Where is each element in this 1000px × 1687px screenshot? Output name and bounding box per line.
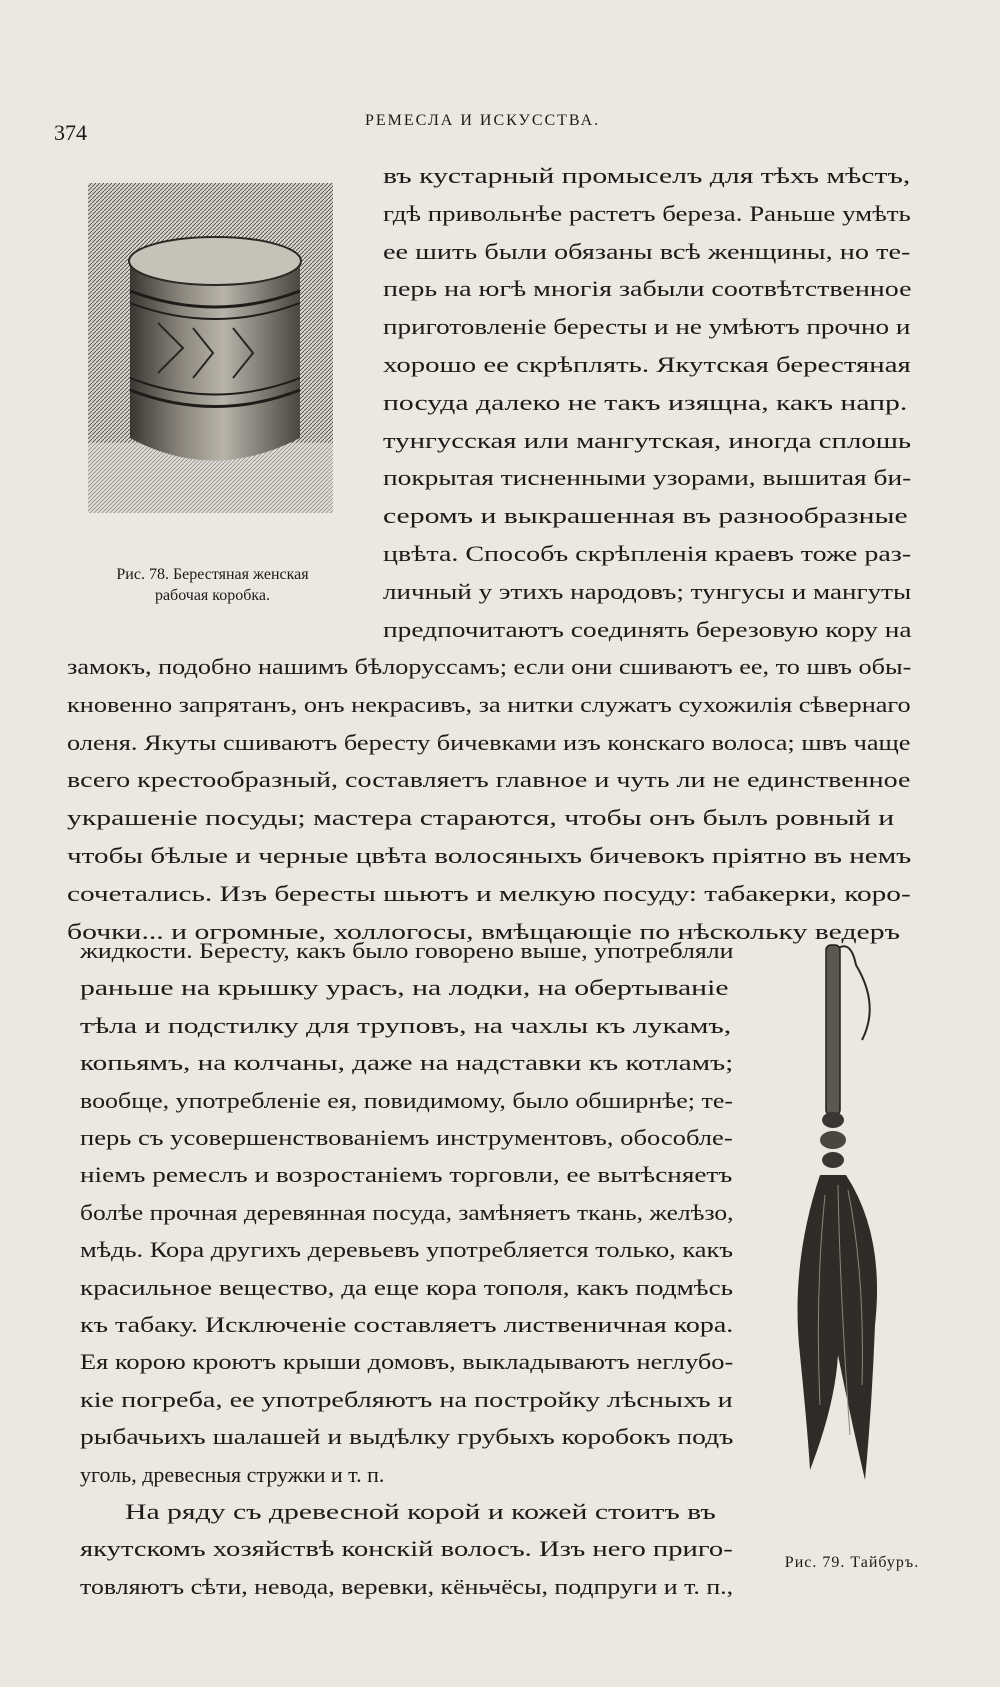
text-line: чтобы бѣлые и черные цвѣта волосяныхъ бичевокъ пріятно въ немъ [67, 843, 912, 868]
text-line: раньше на крышку урасъ, на лодки, на обертываніе [80, 975, 729, 1001]
page-number: 374 [54, 120, 87, 145]
text-line: всего крестообразный, составляетъ главное и чуть ли не единственное [67, 767, 911, 793]
text-line: кновенно запрятанъ, онъ некрасивъ, за нитки служатъ сухожилія сѣвернаго [67, 691, 911, 717]
text-line: цвѣта. Способъ скрѣпленія краевъ тоже раз- [383, 541, 912, 566]
text-line: бочки... и огромные, холлогосы, вмѣщающіе по нѣскольку ведеръ [67, 918, 900, 944]
text-line: посуда далеко не такъ изящна, какъ напр. [383, 389, 908, 415]
text-line: серомъ и выкрашенная въ разнообразные [383, 503, 908, 529]
text-line: вообще, употребленіе ея, повидимому, было обширнѣе; те- [80, 1087, 733, 1113]
text-line: перь на югѣ многія забыли соотвѣтственное [383, 276, 912, 302]
text-line: кіе погреба, ее употребляютъ на постройку лѣсныхъ и [80, 1386, 733, 1412]
text-line: въ кустарный промыселъ для тѣхъ мѣстъ, [383, 163, 911, 188]
text-line: гдѣ привольнѣе растетъ береза. Раньше умѣть [383, 200, 911, 226]
text-line: красильное вещество, да еще кора тополя, какъ подмѣсь [80, 1274, 734, 1300]
text-line: предпочитаютъ соединять березовую кору на [383, 616, 912, 642]
text-line: жидкости. Бересту, какъ было говорено выше, употребляли [80, 938, 734, 963]
text-line: мѣдь. Кора другихъ деревьевъ употребляется только, какъ [80, 1237, 734, 1263]
figure-79-caption [757, 1553, 947, 1574]
figure-78-caption [70, 565, 355, 607]
figure-78-caption-line2: рабочая коробка. [154, 586, 271, 604]
figure-78-birch-bark-box [88, 183, 333, 513]
text-line: тунгусская или мангутская, иногда сплошь [383, 427, 912, 453]
text-line: якутскомъ хозяйствѣ конскій волосъ. Изъ него приго- [80, 1536, 733, 1562]
text-line: ніемъ ремеслъ и возростаніемъ торговли, ее вытѣсняетъ [80, 1162, 733, 1188]
text-line: оленя. Якуты сшиваютъ бересту бичевками изъ конскаго волоса; швъ чаще [67, 729, 911, 755]
text-line: рыбачьихъ шалашей и выдѣлку грубыхъ коробокъ подъ [80, 1424, 734, 1450]
text-line: ее шить были обязаны всѣ женщины, но те- [383, 238, 911, 264]
figure-79-caption-text: Рис. 79. Тайбуръ. [784, 1554, 920, 1571]
running-title: РЕМЕСЛА И ИСКУССТВА. [365, 112, 601, 129]
text-line: Ея корою кроютъ крыши домовъ, выкладываютъ неглубо- [80, 1349, 734, 1375]
text-line: хорошо ее скрѣплять. Якутская берестяная [383, 352, 911, 377]
text-line: уголь, древесныя стружки и т. п. [80, 1461, 385, 1487]
figure-79-horsehair-whisk [790, 935, 920, 1495]
figure-78-caption-line1: Рис. 78. Берестяная женская [116, 566, 309, 583]
text-line: тѣла и подстилку для труповъ, на чахлы къ лукамъ, [80, 1012, 732, 1038]
text-line: На ряду съ древесной корой и кожей стоитъ въ [125, 1499, 716, 1524]
text-line: сочетались. Изъ бересты шьютъ и мелкую посуду: табакерки, коро- [67, 880, 911, 906]
text-line: личный у этихъ народовъ; тунгусы и мангуты [383, 578, 912, 604]
text-line: приготовленіе бересты и не умѣютъ прочно и [383, 314, 911, 340]
text-line: болѣе прочная деревянная посуда, замѣняетъ ткань, желѣзо, [80, 1199, 734, 1225]
text-line: къ табаку. Исключеніе составляетъ лиственичная кора. [80, 1312, 734, 1337]
text-line: украшеніе посуды; мастера стараются, чтобы онъ былъ ровный и [67, 805, 895, 831]
text-line: замокъ, подобно нашимъ бѣлоруссамъ; если они сшиваютъ ее, то швъ обы- [67, 654, 912, 679]
text-line: товляютъ сѣти, невода, веревки, кёньчёсы, подпруги и т. п., [80, 1573, 734, 1599]
text-line: копьямъ, на колчаны, даже на надставки къ котламъ; [80, 1050, 734, 1076]
text-line: покрытая тисненными узорами, вышитая би- [383, 465, 912, 491]
text-line: перь съ усовершенствованіемъ инструментовъ, обособле- [80, 1125, 733, 1150]
